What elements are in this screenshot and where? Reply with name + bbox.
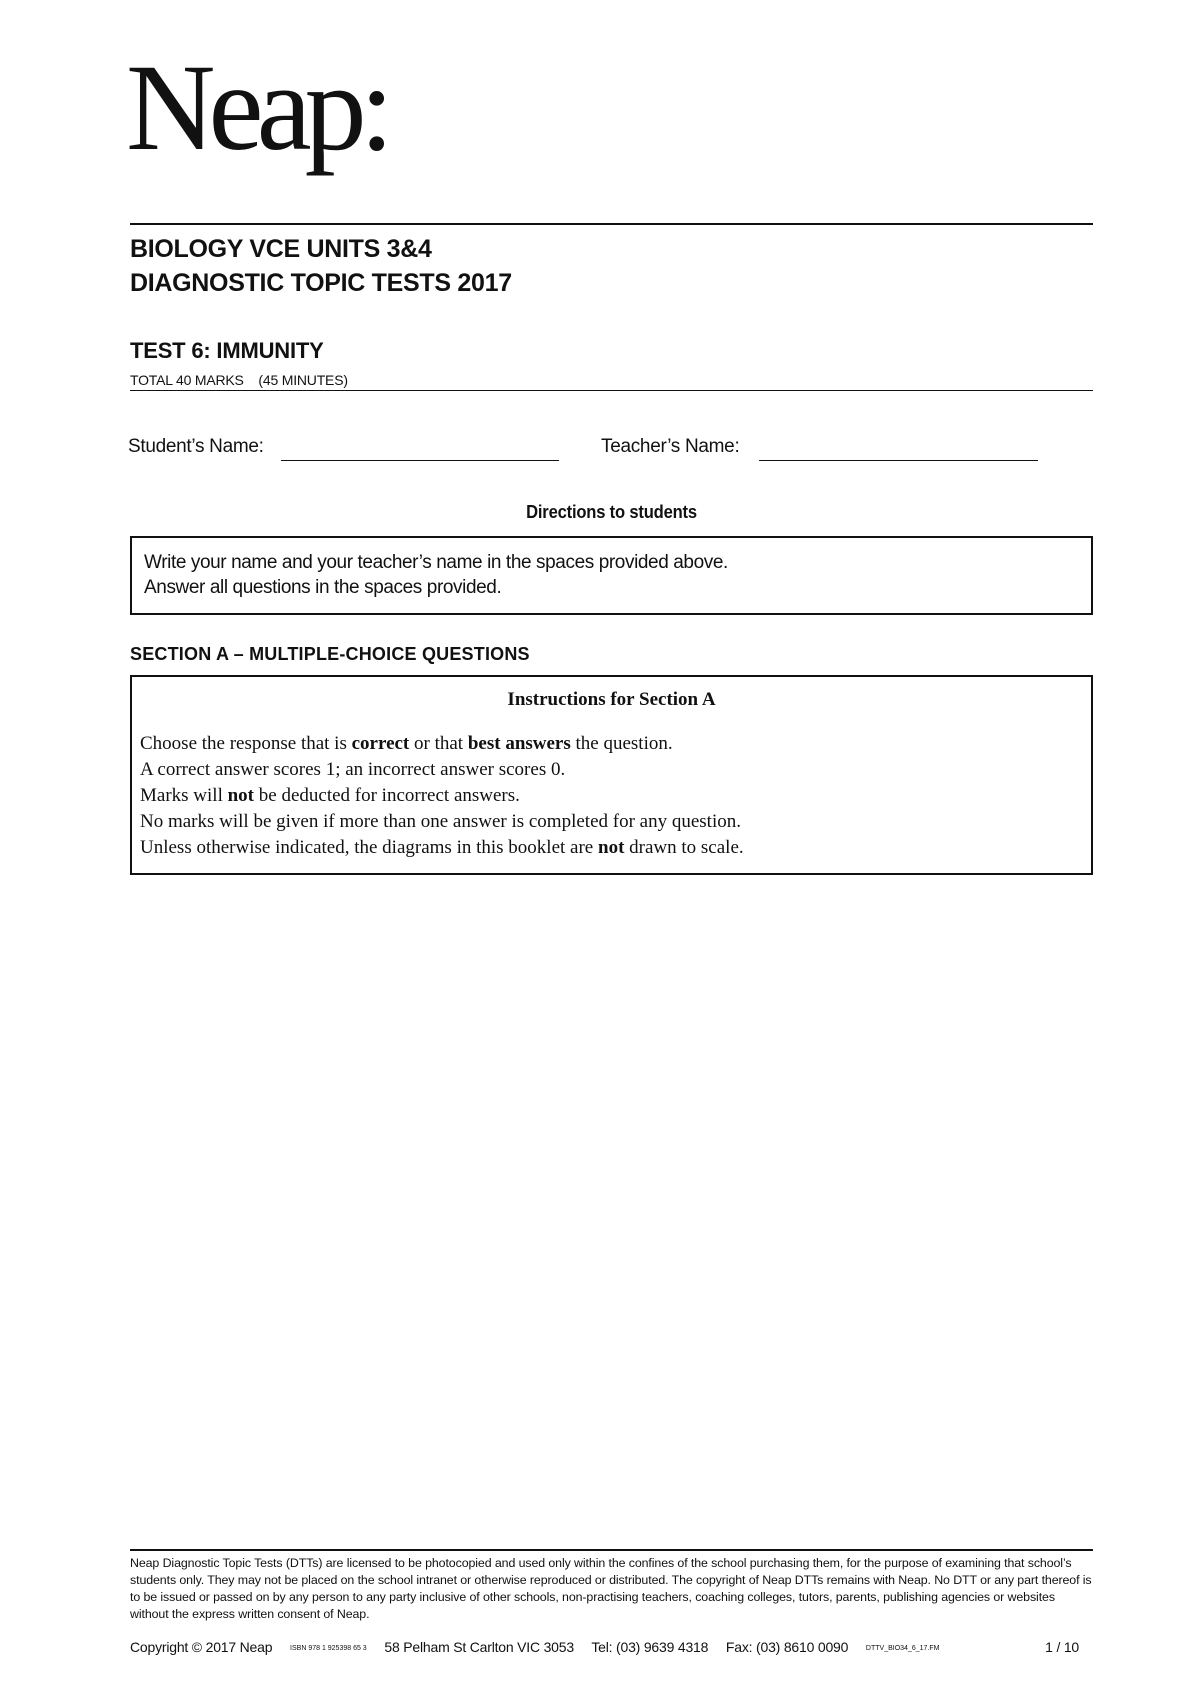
- document-code: DTTV_BIO34_6_17.FM: [865, 1644, 940, 1652]
- directions-heading: Directions to students: [526, 502, 697, 522]
- test-meta: TOTAL 40 MARKS (45 MINUTES): [130, 372, 348, 388]
- student-name-field[interactable]: [281, 460, 559, 461]
- footer-bar: [130, 1639, 1093, 1655]
- instruction-line-4: No marks will be given if more than one answer is completed for any question.: [140, 811, 741, 832]
- teacher-name-field[interactable]: [759, 460, 1038, 461]
- fax: Fax: (03) 8610 0090: [725, 1639, 849, 1655]
- page-number: 1 / 10: [1045, 1639, 1079, 1655]
- neap-logo: Neap:: [126, 39, 388, 176]
- header-bottom-rule: [130, 390, 1093, 391]
- section-a-heading: SECTION A – MULTIPLE-CHOICE QUESTIONS: [130, 644, 530, 664]
- instruction-line-3: Marks will not be deducted for incorrect answers.: [140, 785, 520, 806]
- telephone: Tel: (03) 9639 4318: [591, 1639, 709, 1655]
- teacher-name-label: Teacher’s Name:: [601, 436, 740, 457]
- licence-notice: Neap Diagnostic Topic Tests (DTTs) are licensed to be photocopied and used only within the confines of the school purchasing them, for the purpose of examining that school’s students only. They may not be placed on the school intranet or otherwise reproduced or distributed. The copyright of Neap DTTs remains with Neap. No DTT or any part thereof is to be issued or passed on by any person to any party inclusive of other schools, non-practising teachers, coaching colleges, tutors, parents, publishing agencies or websites without the express written consent of Neap.: [130, 1556, 1092, 1621]
- instruction-line-5: Unless otherwise indicated, the diagrams in this booklet are not drawn to scale.: [140, 837, 744, 858]
- instructions-heading: Instructions for Section A: [507, 689, 716, 710]
- test-title: TEST 6: IMMUNITY: [130, 338, 324, 363]
- directions-line-1: Write your name and your teacher’s name in the spaces provided above.: [144, 552, 728, 573]
- instruction-line-1: Choose the response that is correct or that best answers the question.: [140, 733, 673, 754]
- header-top-rule: [130, 223, 1093, 225]
- instructions-box: [130, 675, 1093, 875]
- document-title: [130, 232, 512, 300]
- instruction-line-2: A correct answer scores 1; an incorrect answer scores 0.: [140, 759, 566, 780]
- directions-line-2: Answer all questions in the spaces provided.: [144, 577, 502, 598]
- footer-rule: [130, 1549, 1093, 1551]
- copyright: Copyright © 2017 Neap: [130, 1639, 273, 1655]
- title-line-1: BIOLOGY VCE UNITS 3&4: [130, 235, 432, 263]
- address: 58 Pelham St Carlton VIC 3053: [384, 1639, 574, 1655]
- title-line-2: DIAGNOSTIC TOPIC TESTS 2017: [130, 269, 512, 297]
- student-name-label: Student’s Name:: [128, 436, 264, 457]
- isbn: ISBN 978 1 925398 65 3: [290, 1644, 367, 1652]
- directions-box: [130, 536, 1093, 615]
